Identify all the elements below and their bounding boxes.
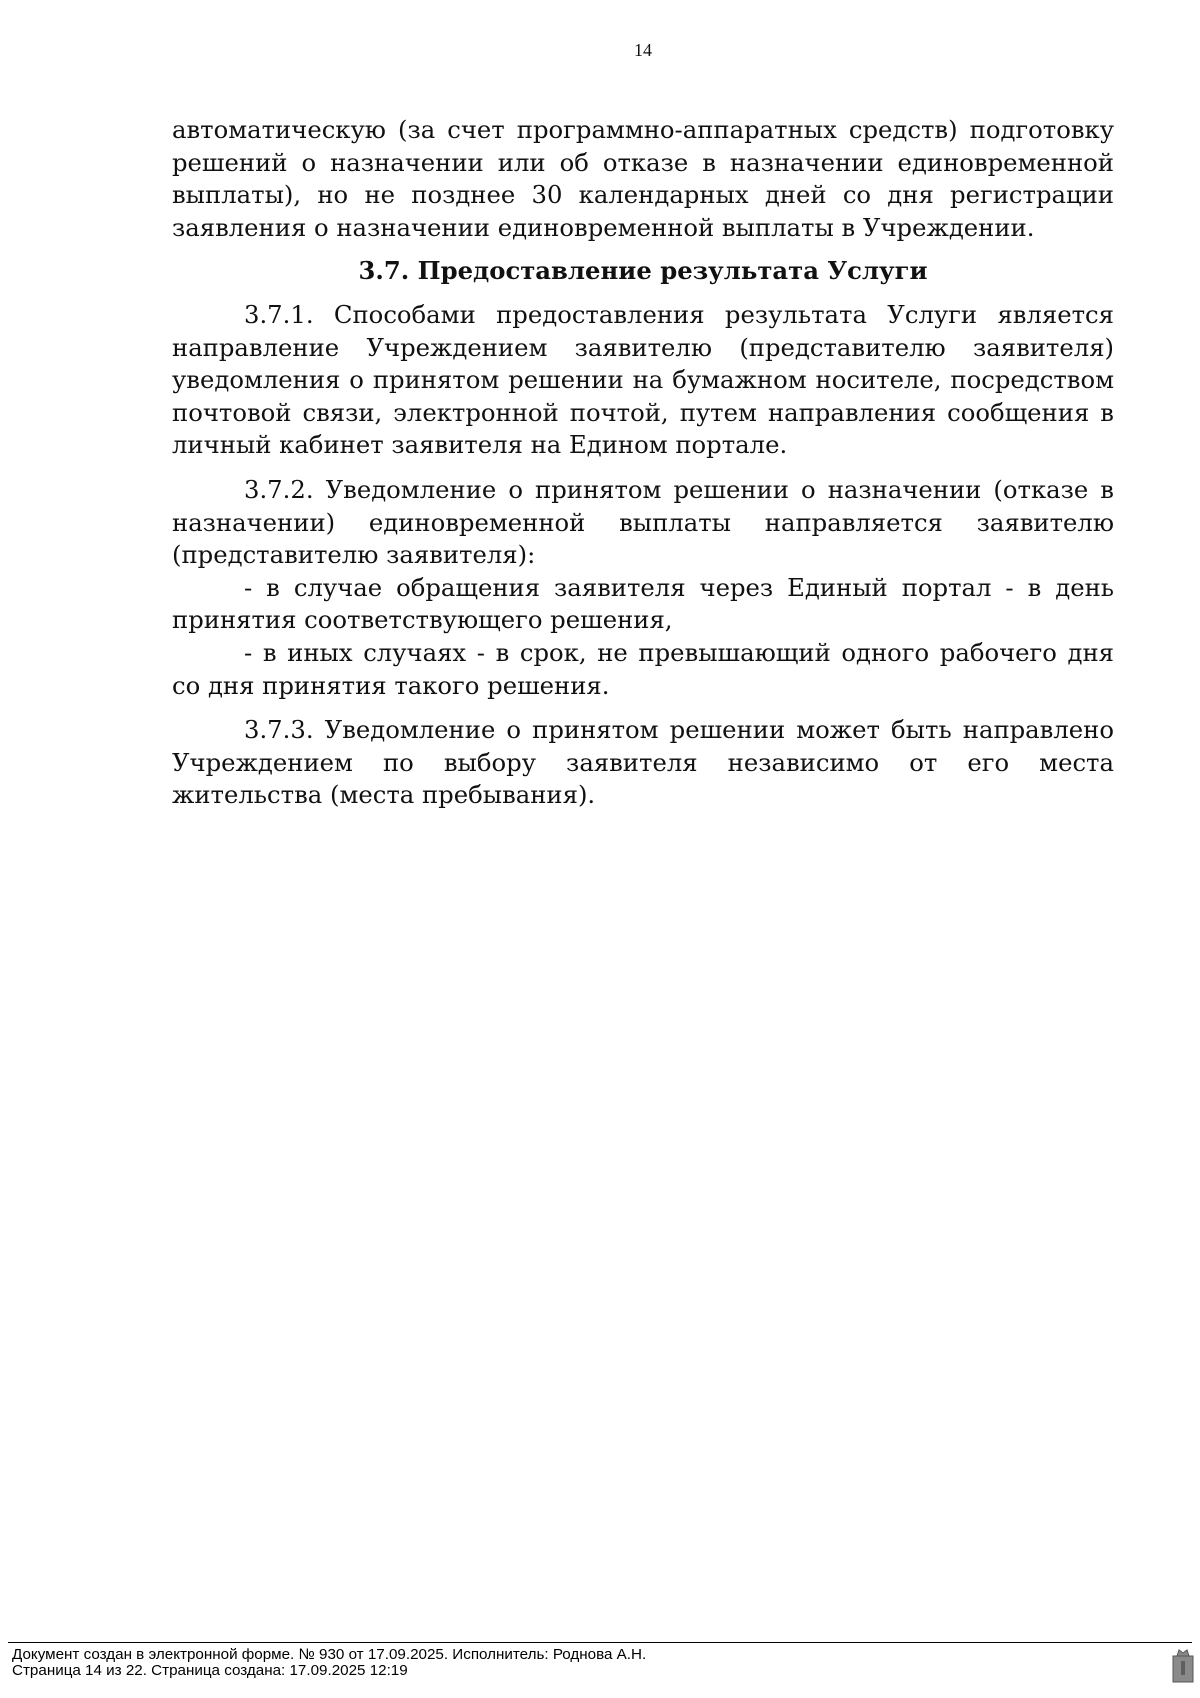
footer [12, 1647, 646, 1679]
list-item-other-cases: - в иных случаях - в срок, не превышающий одного рабочего дня со дня принятия такого решения. [172, 637, 1114, 700]
paragraph-3-7-3: 3.7.3. Уведомление о принятом решении может быть направлено Учреждением по выбору заявителя независимо от его места жительства (места пребывания). [172, 715, 1114, 810]
footer-line-2: Страница 14 из 22. Страница создана: 17.09.2025 12:19 [12, 1662, 408, 1679]
list-item-portal: - в случае обращения заявителя через Единый портал - в день принятия соответствующего решения, [172, 572, 1114, 635]
coat-of-arms-icon [1172, 1647, 1194, 1683]
paragraph-continuation: автоматическую (за счет программно-аппаратных средств) подготовку решений о назначении или об отказе в назначении единовременной выплаты), но не позднее 30 календарных дней со дня регистрации заявления о назначении единовременной выплаты в Учреждении. [172, 115, 1114, 242]
footer-divider [8, 1642, 1192, 1643]
section-heading: 3.7. Предоставление результата Услуги [358, 256, 928, 286]
paragraph-3-7-1: 3.7.1. Способами предоставления результата Услуги является направление Учреждением заявителю (представителю заявителя) уведомления о принятом решении на бумажном носителе, посредством почтовой связи, электронной почтой, путем направления сообщения в личный кабинет заявителя на Едином портале. [172, 299, 1114, 460]
document-body [172, 114, 1114, 812]
page-number: 14 [634, 40, 652, 60]
paragraph-3-7-2: 3.7.2. Уведомление о принятом решении о назначении (отказе в назначении) единовременной выплаты направляется заявителю (представителю заявителя): [172, 474, 1114, 570]
footer-line-1: Документ создан в электронной форме. № 930 от 17.09.2025. Исполнитель: Роднова А.Н. [12, 1646, 647, 1663]
